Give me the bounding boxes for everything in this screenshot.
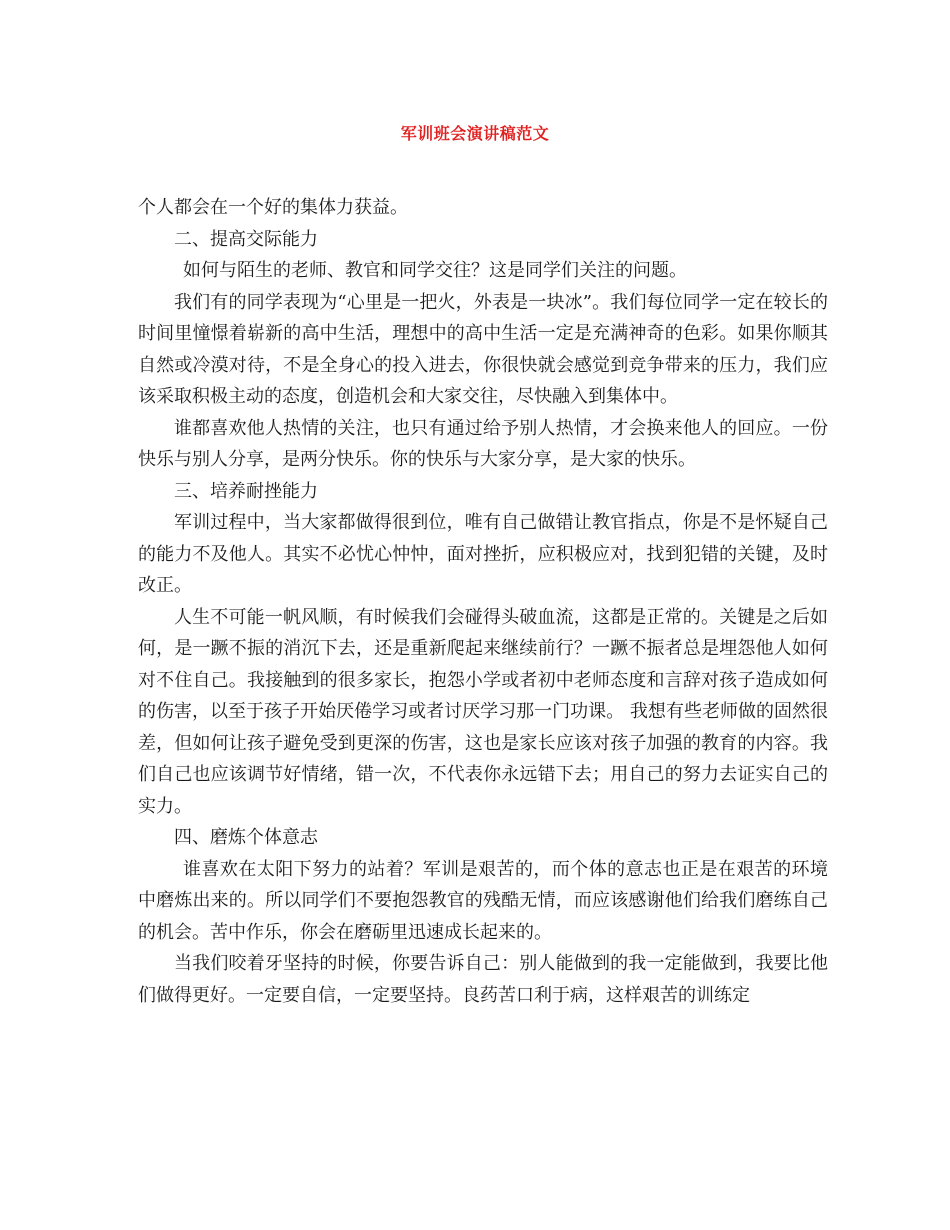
- section-heading-resilience: 三、培养耐挫能力: [174, 480, 318, 502]
- paragraph: 我们有的同学表现为“心里是一把火，外表是一块冰”。我们每位同学一定在较长的时间里憧憬着崭新的高中生活，理想中的高中生活一定是充满神奇的色彩。如果你顺其自然或冷漠对待，不是全身心的投入进去，你很快就会感觉到竞争带来的压力，我们应该采取积极主动的态度，创造机会和大家交往，尽快融入到集体中。: [138, 291, 828, 407]
- paragraph: 军训过程中，当大家都做得很到位，唯有自己做错让教官指点，你是不是怀疑自己的能力不及他人。其实不必忧心忡忡，面对挫折，应积极应对，找到犯错的关键，及时改正。: [138, 512, 828, 596]
- paragraph: 谁喜欢在太阳下努力的站着？军训是艰苦的，而个体的意志也正是在艰苦的环境中磨炼出来的。所以同学们不要抱怨教官的残酷无情，而应该感谢他们给我们磨练自己的机会。苦中作乐，你会在磨砺里迅速成长起来的。: [138, 858, 828, 943]
- paragraph: 如何与陌生的老师、教官和同学交往？这是同学们关注的问题。: [183, 260, 687, 281]
- section-heading-communication: 二、提高交际能力: [174, 228, 318, 250]
- paragraph: 谁都喜欢他人热情的关注，也只有通过给予别人热情，才会换来他人的回应。一份快乐与别人分享，是两分快乐。你的快乐与大家分享，是大家的快乐。: [138, 417, 828, 470]
- section-heading-willpower: 四、磨炼个体意志: [174, 827, 318, 848]
- paragraph: 当我们咬着牙坚持的时候，你要告诉自己：别人能做到的我一定能做到，我要比他们做得更好。一定要自信，一定要坚持。良药苦口利于病，这样艰苦的训练定: [138, 953, 828, 1006]
- paragraph-continuation: 个人都会在一个好的集体力获益。: [138, 197, 408, 218]
- paragraph: 人生不可能一帆风顺，有时候我们会碰得头破血流，这都是正常的。关键是之后如何，是一蹶不振的消沉下去，还是重新爬起来继续前行？一蹶不振者总是埋怨他人如何对不住自己。我接触到的很多家长，抱怨小学或者初中老师态度和言辞对孩子造成如何的伤害，以至于孩子开始厌倦学习或者讨厌学习那一门功课。 我想有些老师做的固然很差，但如何让孩子避免受到更深的伤害，这也是家长应该对孩子加强的教育的内容。我们自己也应该调节好情绪，错一次，不代表你永远错下去；用自己的努力去证实自己的实力。: [138, 606, 828, 817]
- document-body: [138, 192, 828, 1011]
- document-title: 军训班会演讲稿范文: [400, 124, 550, 143]
